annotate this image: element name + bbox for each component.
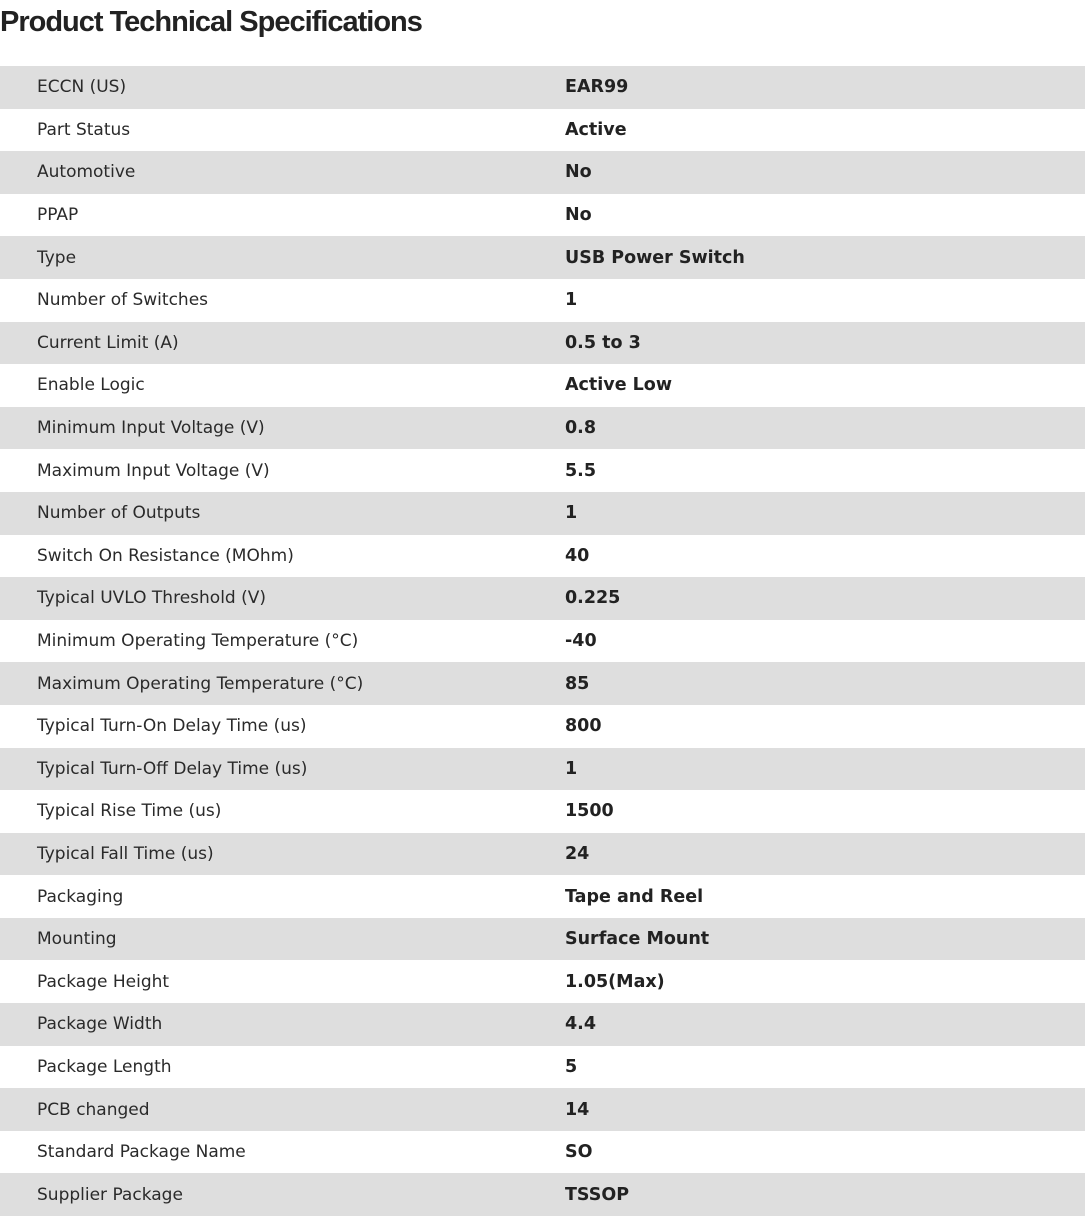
spec-row xyxy=(0,66,1085,109)
spec-value: USB Power Switch xyxy=(565,247,745,268)
spec-row xyxy=(0,918,1085,961)
spec-label: Packaging xyxy=(37,886,124,907)
spec-row xyxy=(0,364,1085,407)
spec-label: Minimum Input Voltage (V) xyxy=(37,418,265,439)
spec-label: Minimum Operating Temperature (°C) xyxy=(37,631,359,652)
spec-value: 1 xyxy=(565,758,578,779)
spec-label: PPAP xyxy=(37,205,79,226)
spec-label: Maximum Input Voltage (V) xyxy=(37,460,270,481)
spec-label: Typical Turn-Off Delay Time (us) xyxy=(37,758,308,779)
spec-row xyxy=(0,705,1085,748)
spec-value: 0.8 xyxy=(565,418,597,439)
spec-row xyxy=(0,790,1085,833)
spec-value: 0.225 xyxy=(565,588,621,609)
spec-row xyxy=(0,620,1085,663)
spec-row xyxy=(0,960,1085,1003)
spec-value: 0.5 to 3 xyxy=(565,332,641,353)
spec-value: 1 xyxy=(565,290,578,311)
spec-value: EAR99 xyxy=(565,77,629,98)
spec-label: PCB changed xyxy=(37,1099,150,1120)
spec-value: Active Low xyxy=(565,375,672,396)
spec-row xyxy=(0,577,1085,620)
spec-label: Switch On Resistance (MOhm) xyxy=(37,545,294,566)
spec-label: Package Height xyxy=(37,971,170,992)
spec-label: Current Limit (A) xyxy=(37,332,179,353)
spec-row xyxy=(0,1173,1085,1216)
spec-row xyxy=(0,407,1085,450)
spec-value: TSSOP xyxy=(565,1184,630,1205)
spec-row xyxy=(0,449,1085,492)
spec-label: Part Status xyxy=(37,119,131,140)
spec-label: Automotive xyxy=(37,162,136,183)
spec-row xyxy=(0,151,1085,194)
spec-value: 1.05(Max) xyxy=(565,971,665,992)
spec-value: -40 xyxy=(565,631,597,652)
spec-row xyxy=(0,833,1085,876)
spec-value: Surface Mount xyxy=(565,929,710,950)
spec-row xyxy=(0,236,1085,279)
spec-value: SO xyxy=(565,1142,593,1163)
spec-label: Package Length xyxy=(37,1056,172,1077)
spec-row xyxy=(0,1003,1085,1046)
spec-label: Typical UVLO Threshold (V) xyxy=(37,588,267,609)
spec-value: 24 xyxy=(565,843,590,864)
spec-value: Tape and Reel xyxy=(565,886,704,907)
spec-label: Type xyxy=(37,247,77,268)
spec-value: 4.4 xyxy=(565,1014,597,1035)
spec-table xyxy=(0,66,1085,1216)
spec-label: Mounting xyxy=(37,929,117,950)
spec-row xyxy=(0,662,1085,705)
spec-value: 5.5 xyxy=(565,460,597,481)
spec-row xyxy=(0,1046,1085,1089)
spec-label: Maximum Operating Temperature (°C) xyxy=(37,673,364,694)
spec-value: 1500 xyxy=(565,801,614,822)
spec-value: 1 xyxy=(565,503,578,524)
spec-row xyxy=(0,322,1085,365)
spec-value: No xyxy=(565,205,592,226)
spec-row xyxy=(0,109,1085,152)
spec-value: 85 xyxy=(565,673,590,694)
spec-value: Active xyxy=(565,119,627,140)
spec-label: Package Width xyxy=(37,1014,163,1035)
spec-row xyxy=(0,194,1085,237)
spec-label: Supplier Package xyxy=(37,1184,183,1205)
page-title: Product Technical Specifications xyxy=(0,6,422,38)
spec-row xyxy=(0,1088,1085,1131)
spec-row xyxy=(0,279,1085,322)
spec-row xyxy=(0,492,1085,535)
spec-value: 40 xyxy=(565,545,590,566)
spec-label: Number of Outputs xyxy=(37,503,201,524)
spec-label: Typical Fall Time (us) xyxy=(37,843,214,864)
spec-label: Number of Switches xyxy=(37,290,209,311)
spec-label: ECCN (US) xyxy=(37,77,127,98)
spec-row xyxy=(0,1131,1085,1174)
spec-value: 5 xyxy=(565,1056,578,1077)
spec-row xyxy=(0,875,1085,918)
spec-value: 800 xyxy=(565,716,602,737)
spec-value: No xyxy=(565,162,592,183)
spec-label: Enable Logic xyxy=(37,375,145,396)
spec-label: Standard Package Name xyxy=(37,1142,246,1163)
spec-label: Typical Rise Time (us) xyxy=(37,801,222,822)
spec-label: Typical Turn-On Delay Time (us) xyxy=(37,716,307,737)
spec-row xyxy=(0,748,1085,791)
spec-row xyxy=(0,535,1085,578)
spec-value: 14 xyxy=(565,1099,590,1120)
